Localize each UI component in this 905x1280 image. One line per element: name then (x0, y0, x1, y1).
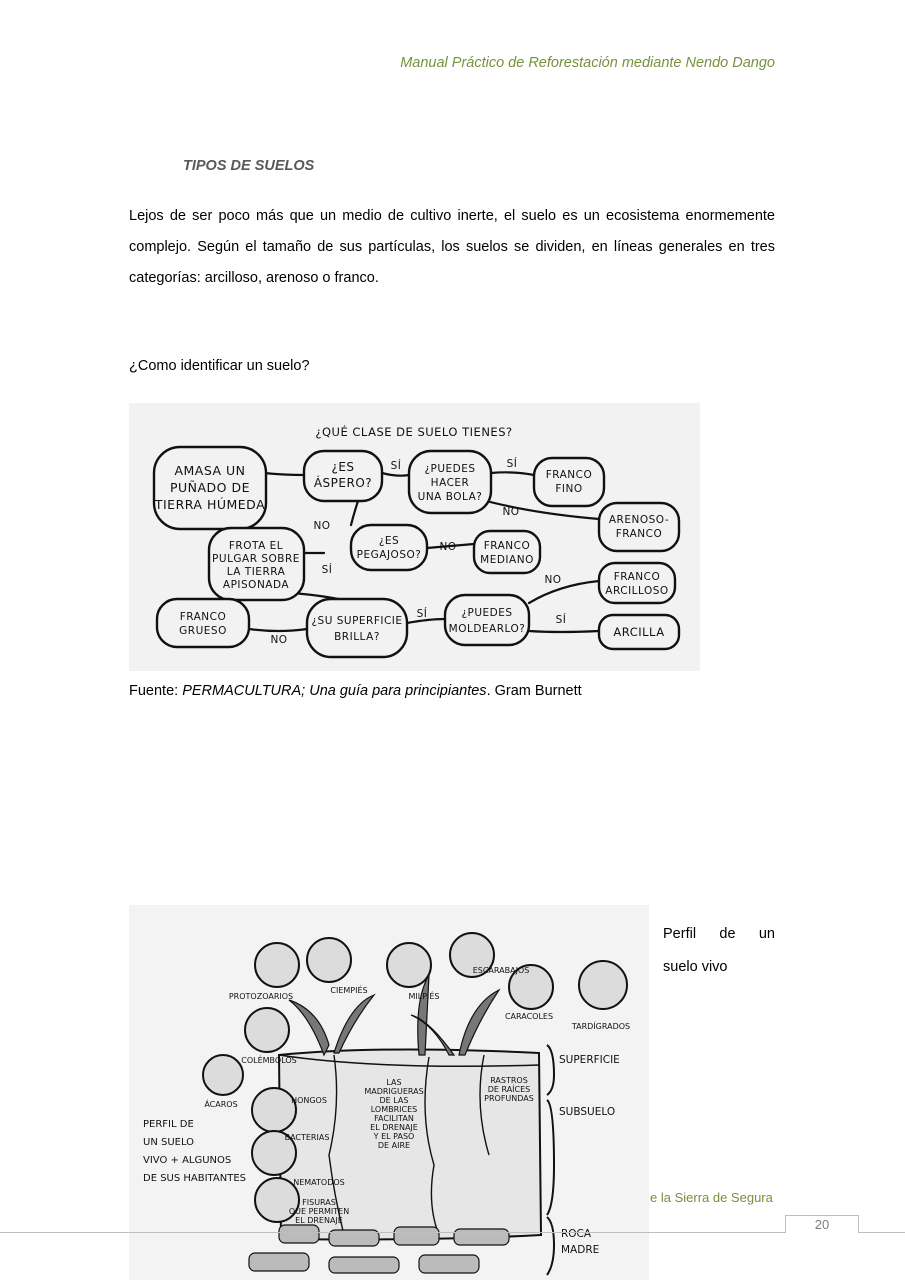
svg-text:SUBSUELO: SUBSUELO (559, 1106, 616, 1118)
flowchart-title: ¿QUÉ CLASE DE SUELO TIENES? (315, 425, 513, 439)
tardigrade-circle (579, 961, 627, 1009)
svg-text:CARACOLES: CARACOLES (504, 1012, 554, 1021)
soil-profile-figure (129, 905, 649, 1280)
svg-text:LAS: LAS (386, 1078, 402, 1087)
svg-text:MADRIGUERAS: MADRIGUERAS (364, 1087, 424, 1096)
profile-side-caption: Perfil de un suelo vivo (663, 926, 775, 975)
svg-text:ARENOSO-: ARENOSO- (608, 514, 670, 526)
svg-text:MADRE: MADRE (561, 1244, 600, 1256)
svg-text:FRANCO: FRANCO (615, 528, 663, 540)
footer-rule (0, 1232, 905, 1233)
svg-text:TIERRA HÚMEDA: TIERRA HÚMEDA (154, 497, 266, 512)
node-arenoso (599, 503, 679, 551)
svg-text:¿PUEDES: ¿PUEDES (461, 607, 513, 619)
section-title: TIPOS DE SUELOS (183, 158, 315, 174)
svg-text:ARCILLOSO: ARCILLOSO (605, 585, 669, 597)
svg-text:¿ES: ¿ES (331, 460, 355, 474)
svg-text:NEMATODOS: NEMATODOS (293, 1178, 345, 1187)
millipede-circle (387, 943, 431, 987)
svg-text:AMASA UN: AMASA UN (174, 463, 246, 478)
svg-text:Y EL PASO: Y EL PASO (373, 1132, 415, 1141)
svg-text:UNA BOLA?: UNA BOLA? (417, 491, 483, 503)
mite-circle (203, 1055, 243, 1095)
svg-text:CIEMPIÉS: CIEMPIÉS (330, 986, 368, 995)
svg-text:NO: NO (544, 574, 562, 586)
fungi-circle (252, 1088, 296, 1132)
svg-text:FACILITAN: FACILITAN (374, 1114, 414, 1123)
centipede-circle (307, 938, 351, 982)
svg-text:LOMBRICES: LOMBRICES (370, 1105, 418, 1114)
svg-text:SÍ: SÍ (390, 460, 402, 472)
svg-text:FRANCO: FRANCO (613, 571, 661, 583)
node-franco-fino (534, 458, 604, 506)
svg-text:¿ES: ¿ES (378, 535, 400, 547)
svg-text:LA TIERRA: LA TIERRA (226, 566, 286, 578)
svg-text:QUE PERMITEN: QUE PERMITEN (288, 1207, 350, 1216)
page-number: 20 (785, 1215, 859, 1233)
svg-text:FINO: FINO (555, 483, 583, 495)
svg-text:PUÑADO DE: PUÑADO DE (169, 480, 251, 495)
svg-text:ÁCAROS: ÁCAROS (204, 1100, 238, 1109)
identify-question: ¿Como identificar un suelo? (129, 358, 310, 374)
svg-text:NO: NO (270, 634, 288, 646)
svg-text:RASTROS: RASTROS (490, 1076, 528, 1085)
svg-text:¿SU SUPERFICIE: ¿SU SUPERFICIE (311, 615, 403, 627)
svg-text:SUPERFICIE: SUPERFICIE (559, 1054, 620, 1066)
svg-text:NO: NO (502, 506, 520, 518)
svg-text:SÍ: SÍ (555, 614, 567, 626)
svg-text:SÍ: SÍ (506, 458, 518, 470)
svg-text:ROCA: ROCA (561, 1228, 592, 1240)
soil-flowchart-figure (129, 403, 700, 671)
svg-text:NO: NO (313, 520, 331, 532)
svg-text:SÍ: SÍ (416, 608, 428, 620)
svg-text:SÍ: SÍ (321, 564, 333, 576)
soil-profile-drawing (129, 905, 649, 1280)
svg-text:EL DRENAJE: EL DRENAJE (370, 1123, 418, 1132)
protozoa-circle (255, 943, 299, 987)
figure-caption: Fuente: PERMACULTURA; Una guía para principiantes. Gram Burnett (129, 683, 582, 699)
svg-text:MOLDEARLO?: MOLDEARLO? (448, 623, 526, 635)
running-header: Manual Práctico de Reforestación mediante Nendo Dango (400, 55, 775, 71)
svg-text:PROFUNDAS: PROFUNDAS (484, 1094, 534, 1103)
intro-paragraph: Lejos de ser poco más que un medio de cultivo inerte, el suelo es un ecosistema enormemente complejo. Según el tamaño de sus partículas, los suelos se dividen, en líneas generales en tres categorías: arcilloso, arenoso o franco. (129, 208, 775, 286)
node-pegajoso (351, 525, 427, 570)
svg-text:BRILLA?: BRILLA? (334, 631, 380, 643)
svg-text:BACTERIAS: BACTERIAS (284, 1133, 330, 1142)
svg-text:PERFIL DE: PERFIL DE (143, 1119, 194, 1130)
springtail-circle (245, 1008, 289, 1052)
svg-text:FISURAS: FISURAS (302, 1198, 336, 1207)
svg-text:MEDIANO: MEDIANO (480, 554, 534, 566)
svg-text:ARCILLA: ARCILLA (613, 625, 665, 639)
svg-text:HONGOS: HONGOS (291, 1096, 327, 1105)
svg-text:ESCARABAJOS: ESCARABAJOS (472, 966, 530, 975)
svg-text:PULGAR SOBRE: PULGAR SOBRE (212, 553, 300, 565)
node-brilla (307, 599, 407, 657)
svg-text:PROTOZOARIOS: PROTOZOARIOS (228, 992, 294, 1001)
svg-text:MILPIÉS: MILPIÉS (408, 992, 440, 1001)
node-franco-arcilloso (599, 563, 675, 603)
svg-text:DE RAÍCES: DE RAÍCES (487, 1085, 531, 1094)
svg-text:FRANCO: FRANCO (179, 611, 227, 623)
svg-text:¿PUEDES: ¿PUEDES (424, 463, 476, 475)
footer-text: e la Sierra de Segura (650, 1190, 773, 1205)
svg-text:DE SUS HABITANTES: DE SUS HABITANTES (143, 1173, 246, 1184)
svg-text:TARDÍGRADOS: TARDÍGRADOS (571, 1022, 631, 1031)
svg-text:DE LAS: DE LAS (379, 1096, 409, 1105)
svg-text:PEGAJOSO?: PEGAJOSO? (356, 549, 422, 561)
svg-text:DE AIRE: DE AIRE (377, 1141, 411, 1150)
svg-text:COLÉMBOLOS: COLÉMBOLOS (241, 1056, 297, 1065)
svg-text:ÁSPERO?: ÁSPERO? (313, 476, 373, 490)
svg-text:GRUESO: GRUESO (179, 625, 227, 637)
svg-text:EL DRENAJE: EL DRENAJE (295, 1216, 343, 1225)
svg-text:FRANCO: FRANCO (545, 469, 593, 481)
svg-text:VIVO + ALGUNOS: VIVO + ALGUNOS (143, 1155, 232, 1166)
node-moldear (445, 595, 529, 645)
svg-text:NO: NO (439, 541, 457, 553)
svg-text:FROTA EL: FROTA EL (228, 540, 284, 552)
node-franco-grueso (157, 599, 249, 647)
svg-text:FRANCO: FRANCO (483, 540, 531, 552)
svg-text:APISONADA: APISONADA (222, 579, 290, 591)
svg-text:UN SUELO: UN SUELO (143, 1137, 195, 1148)
svg-text:HACER: HACER (430, 477, 470, 489)
node-franco-mediano (474, 531, 540, 573)
soil-flowchart-drawing (129, 403, 700, 671)
